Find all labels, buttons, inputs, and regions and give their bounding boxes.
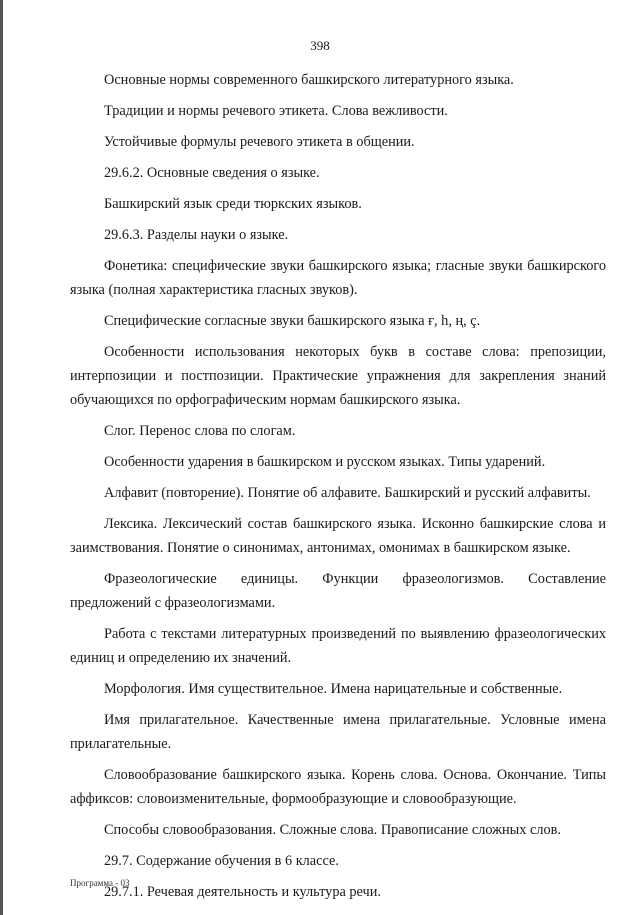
paragraph-4: 29.6.2. Основные сведения о языке. xyxy=(104,165,320,181)
paragraph-6: 29.6.3. Разделы науки о языке. xyxy=(104,227,289,243)
paragraph-1: Основные нормы современного башкирского литературного языка. xyxy=(104,72,514,88)
paragraph-16: Морфология. Имя существительное. Имена нарицательные и собственные. xyxy=(104,681,563,697)
paragraph-11: Особенности ударения в башкирском и русском языках. Типы ударений. xyxy=(104,454,546,470)
footer-program-label: Программа - 03 xyxy=(70,878,130,888)
paragraph-7: Фонетика: специфические звуки башкирского языка; гласные звуки башкирского языка (полная характеристика гласных звуков). xyxy=(70,258,606,298)
paragraph-13: Лексика. Лексический состав башкирского языка. Исконно башкирские слова и заимствования. Понятие о синонимах, антонимах, омонимах в башкирском языке. xyxy=(70,516,606,556)
paragraph-21: 29.7.1. Речевая деятельность и культура речи. xyxy=(104,884,381,900)
paragraph-17: Имя прилагательное. Качественные имена прилагательные. Условные имена прилагательные. xyxy=(70,712,606,752)
paragraph-19: Способы словообразования. Сложные слова. Правописание сложных слов. xyxy=(104,822,561,838)
paragraph-3: Устойчивые формулы речевого этикета в общении. xyxy=(104,134,415,150)
scan-edge-line xyxy=(0,0,3,915)
paragraph-12: Алфавит (повторение). Понятие об алфавите. Башкирский и русский алфавиты. xyxy=(104,485,591,501)
paragraph-20: 29.7. Содержание обучения в 6 классе. xyxy=(104,853,339,869)
page-number: 398 xyxy=(310,38,330,53)
paragraph-18: Словообразование башкирского языка. Корень слова. Основа. Окончание. Типы аффиксов: словоизменительные, формообразующие и словообразующие. xyxy=(70,767,606,807)
paragraph-8: Специфические согласные звуки башкирского языка ғ, һ, ң, ç. xyxy=(104,313,481,329)
paragraph-9: Особенности использования некоторых букв в составе слова: препозиции, интерпозиции и постпозиции. Практические упражнения для закрепления знаний обучающихся по орфографическим нормам башкирского языка. xyxy=(70,344,606,408)
paragraph-10: Слог. Перенос слова по слогам. xyxy=(104,423,296,439)
paragraph-2: Традиции и нормы речевого этикета. Слова вежливости. xyxy=(104,103,448,119)
paragraph-5: Башкирский язык среди тюркских языков. xyxy=(104,196,362,212)
page-body xyxy=(70,68,606,911)
paragraph-14: Фразеологические единицы. Функции фразеологизмов. Составление предложений с фразеологизмами. xyxy=(70,571,606,611)
paragraph-15: Работа с текстами литературных произведений по выявлению фразеологических единиц и определению их значений. xyxy=(70,626,606,666)
